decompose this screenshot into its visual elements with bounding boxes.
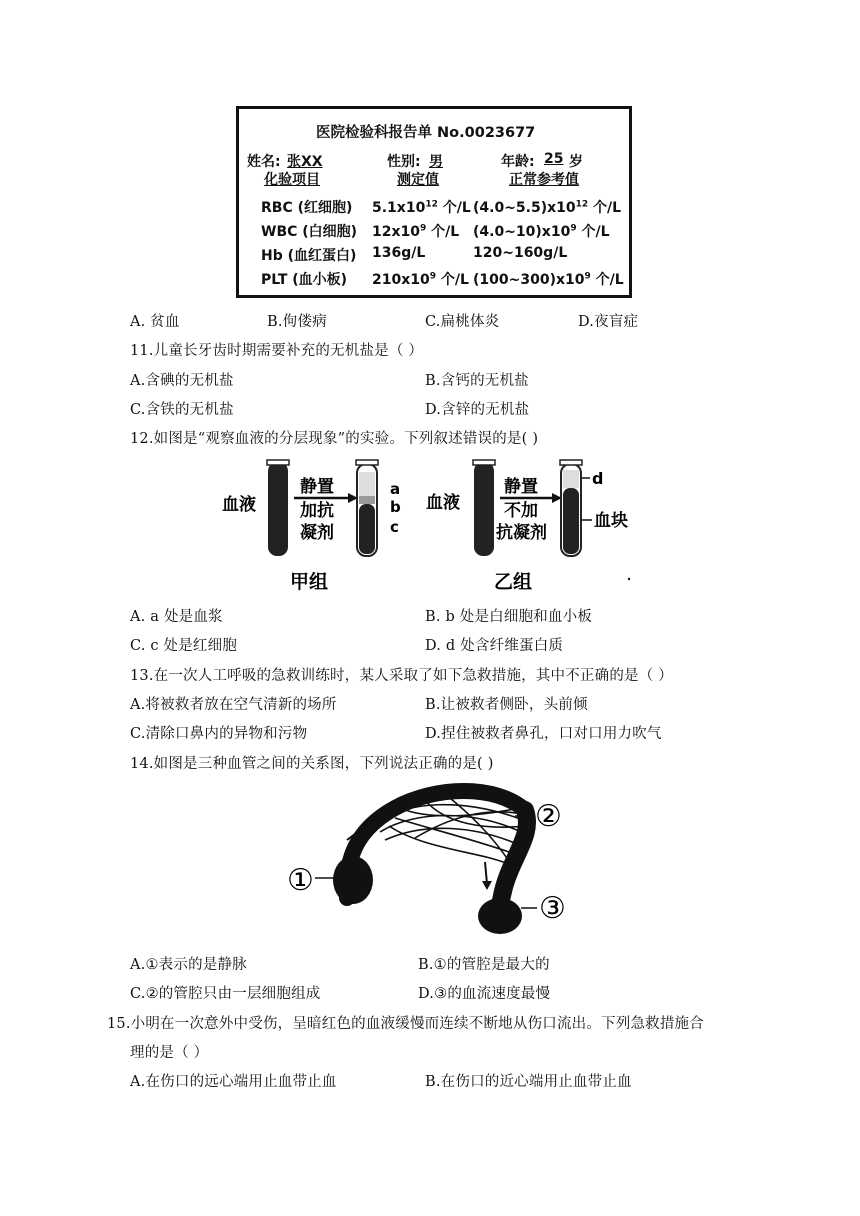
- left-blood-label: 血液: [222, 495, 256, 515]
- age-label: 年龄:: [501, 154, 535, 170]
- report-title: 医院检验科报告单 No.0023677: [316, 125, 536, 141]
- q11-option-d: D.含锌的无机盐: [425, 402, 530, 418]
- lab-report-table: [236, 106, 632, 298]
- q13-option-b: B.让被救者侧卧，头前倾: [425, 697, 588, 713]
- row-item: Hb (血红蛋白): [261, 248, 357, 264]
- label-a: a: [390, 480, 401, 498]
- row-item: RBC (红细胞): [261, 200, 353, 216]
- age-unit: 岁: [569, 154, 583, 170]
- name-label: 姓名:: [247, 154, 281, 170]
- q10-option-b: B.佝偻病: [267, 314, 327, 330]
- right-arrow-bottom-1: 不加: [504, 501, 538, 521]
- col-reference-header: 正常参考值: [509, 172, 579, 188]
- left-caption: 甲组: [290, 571, 329, 593]
- q15-stem-line-1: 15.小明在一次意外中受伤，呈暗红色的血液缓慢而连续不断地从伤口流出。下列急救措施合: [107, 1016, 704, 1032]
- sex-label: 性别:: [387, 154, 421, 170]
- label-b: b: [390, 498, 401, 516]
- row-item: WBC (白细胞): [261, 224, 358, 240]
- q11-option-a: A.含碘的无机盐: [130, 373, 234, 389]
- q12-option-d: D. d 处含纤维蛋白质: [425, 638, 564, 654]
- row-measured: $210x10^9$ 个/L: [372, 271, 469, 288]
- q15-stem-line-2: 理的是（ ）: [130, 1045, 209, 1061]
- row-reference: $(100\sim 300)x10^9$ 个/L: [473, 271, 624, 288]
- q11-option-c: C.含铁的无机盐: [130, 402, 234, 418]
- q13-stem: 13.在一次人工呼吸的急救训练时，某人采取了如下急救措施，其中不正确的是（ ）: [130, 668, 673, 684]
- left-arrow-top: 静置: [300, 477, 334, 497]
- row-reference: $(4.0\sim 10)x10^9$ 个/L: [473, 223, 610, 240]
- age-value: 25: [544, 151, 564, 167]
- q13-option-d: D.捏住被救者鼻孔，口对口用力吹气: [425, 726, 662, 742]
- label-1: ①: [287, 863, 314, 898]
- right-tube-before: [474, 462, 494, 556]
- left-arrow-bottom-1: 加抗: [300, 501, 334, 521]
- blood-vessel-figure: [285, 780, 580, 940]
- q12-option-b: B. b 处是白细胞和血小板: [425, 609, 593, 625]
- q14-stem: 14.如图是三种血管之间的关系图，下列说法正确的是( ): [130, 756, 494, 772]
- left-tube-before: [268, 462, 288, 556]
- q10-option-c: C.扁桃体炎: [425, 314, 500, 330]
- q10-option-d: D.夜盲症: [578, 314, 639, 330]
- row-measured: 136g/L: [372, 245, 426, 261]
- q14-option-b: B.①的管腔是最大的: [418, 957, 550, 973]
- right-arrow-top: 静置: [504, 477, 538, 497]
- blood-layering-figure: [218, 456, 638, 596]
- row-reference: $(4.0\sim 5.5)x10^{12}$ 个/L: [473, 199, 622, 216]
- left-arrow-bottom-2: 凝剂: [300, 523, 334, 543]
- q13-option-c: C.清除口鼻内的异物和污物: [130, 726, 308, 742]
- label-3: ③: [539, 891, 566, 926]
- q14-option-c: C.②的管腔只由一层细胞组成: [130, 986, 321, 1002]
- label-2: ②: [535, 799, 562, 834]
- q15-option-b: B.在伤口的近心端用止血带止血: [425, 1074, 632, 1090]
- right-caption: 乙组: [494, 571, 533, 593]
- q11-stem: 11.儿童长牙齿时期需要补充的无机盐是（ ）: [130, 343, 424, 359]
- label-d: d: [592, 469, 604, 488]
- name-value: 张XX: [287, 154, 323, 170]
- q15-option-a: A.在伤口的远心端用止血带止血: [130, 1074, 337, 1090]
- q13-option-a: A.将被救者放在空气清新的场所: [130, 697, 337, 713]
- right-blood-label: 血液: [426, 493, 460, 513]
- sex-value: 男: [429, 154, 443, 170]
- right-arrow-bottom-2: 抗凝剂: [496, 523, 547, 543]
- q12-option-c: C. c 处是红细胞: [130, 638, 238, 654]
- row-item: PLT (血小板): [261, 272, 348, 288]
- row-reference: 120~160g/L: [473, 245, 568, 261]
- row-measured: $5.1x10^{12}$ 个/L: [372, 199, 471, 216]
- q10-option-a: A. 贫血: [130, 314, 180, 330]
- col-item-header: 化验项目: [264, 172, 320, 188]
- q11-option-b: B.含钙的无机盐: [425, 373, 529, 389]
- q12-option-a: A. a 处是血浆: [130, 609, 223, 625]
- q14-option-d: D.③的血流速度最慢: [418, 986, 551, 1002]
- row-measured: $12x10^9$ 个/L: [372, 223, 460, 240]
- q12-stem: 12.如图是“观察血液的分层现象”的实验。下列叙述错误的是( ): [130, 431, 539, 447]
- q14-option-a: A.①表示的是静脉: [130, 957, 247, 973]
- label-c: c: [390, 518, 399, 536]
- col-measured-header: 测定值: [397, 172, 439, 188]
- label-clot: 血块: [594, 511, 628, 531]
